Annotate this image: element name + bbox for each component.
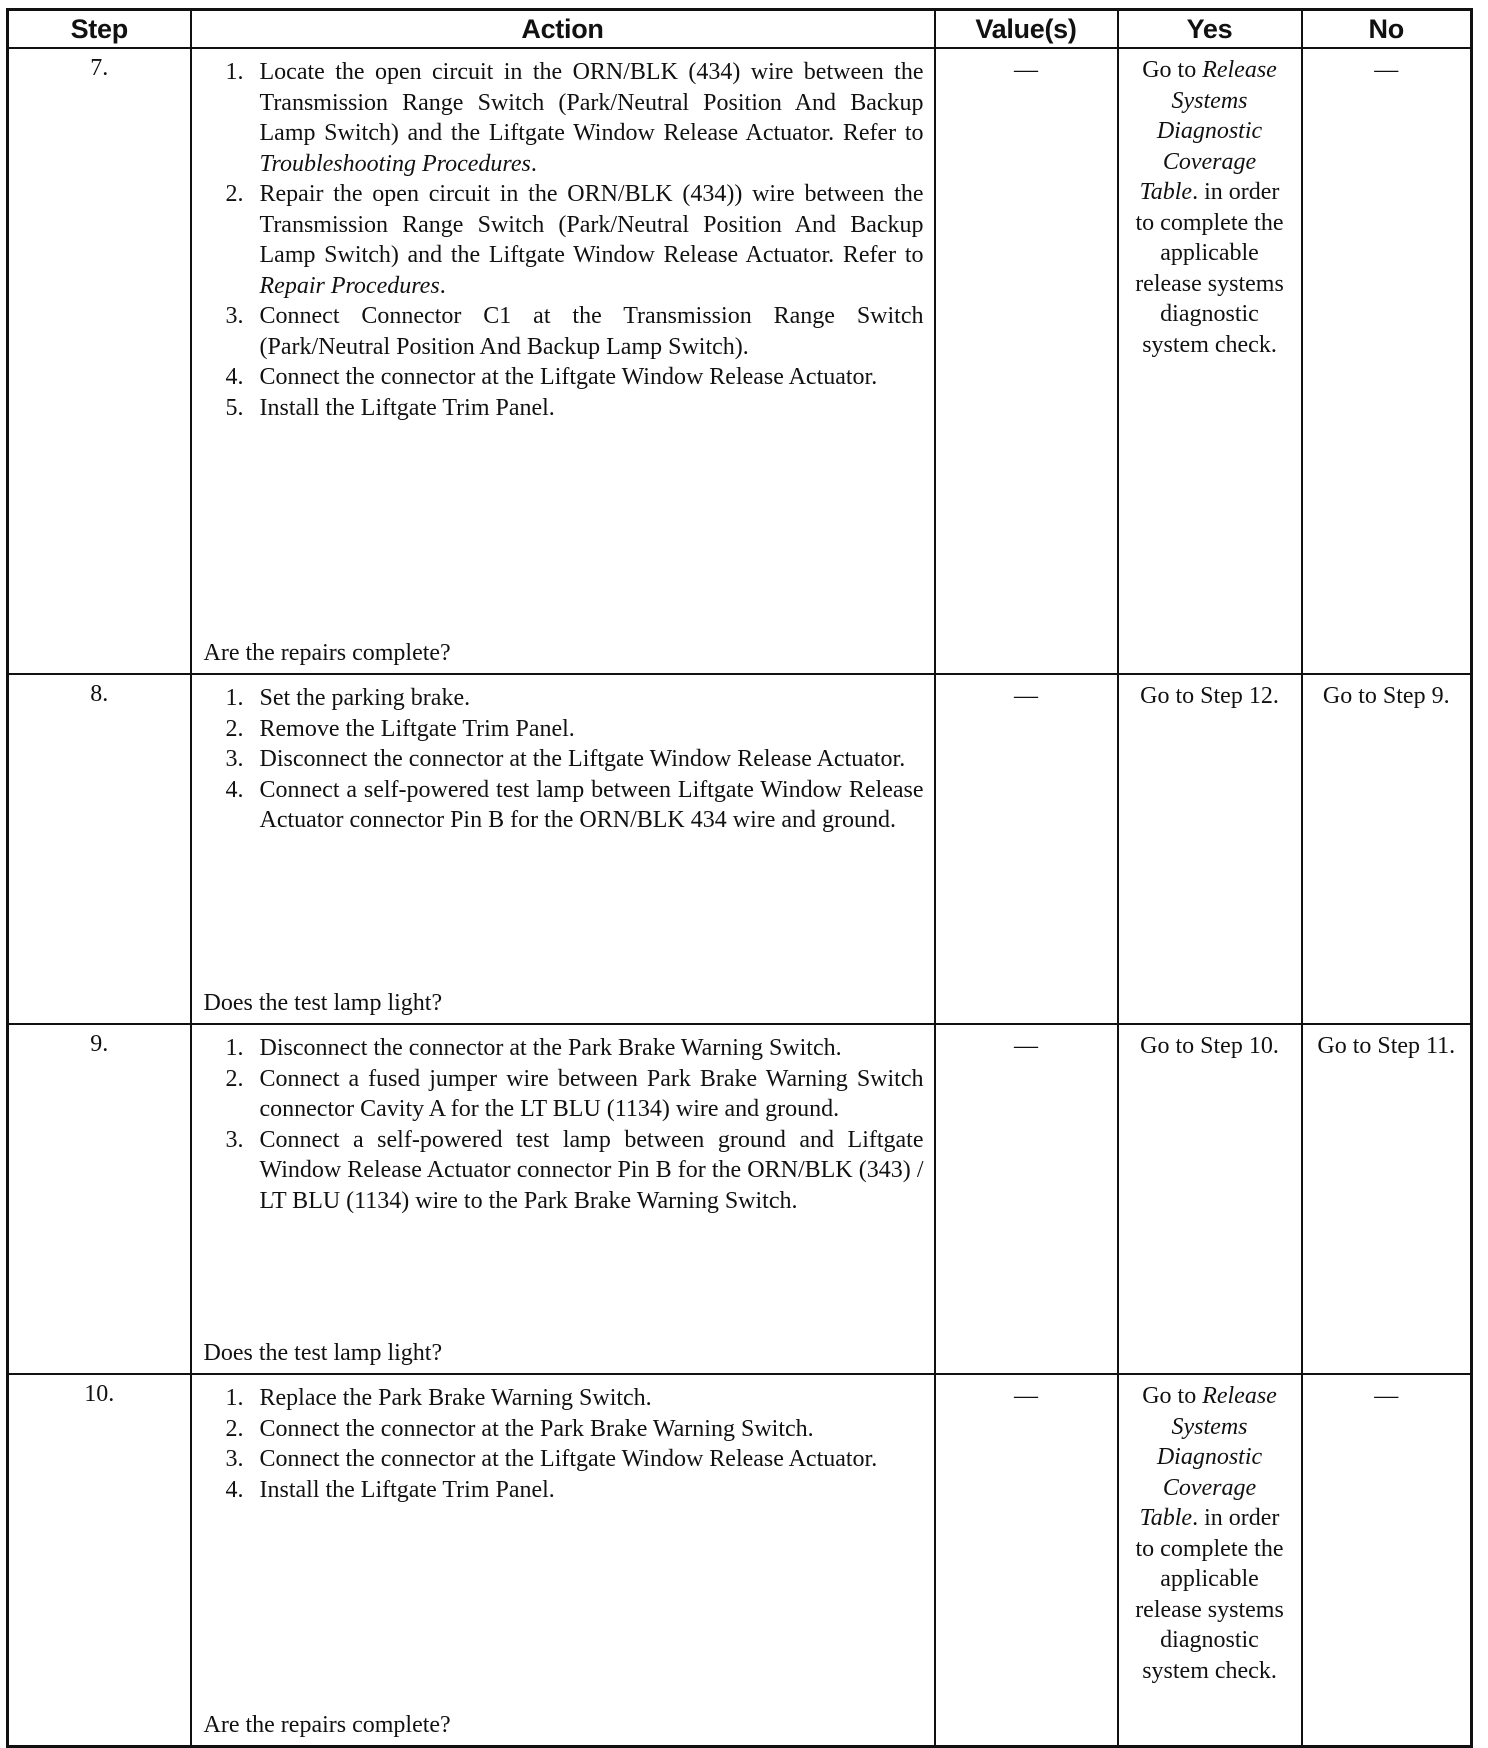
action-item-number: 2.: [225, 1065, 244, 1092]
action-text-part: Locate the open circuit in the ORN/BLK (434) wire between the Transmission Range Switch (Park/Neutral Position And Backup Lamp Switch) and the Liftgate Window Release Actuator. Refer to: [259, 59, 924, 146]
action-item-number: 4.: [225, 364, 244, 390]
action-text-part: Connect a self-powered test lamp between ground and Liftgate Window Release Actuator connector Pin B for the ORN/BLK (343) / LT BLU (1134) wire to the Park Brake Warning Switch.: [259, 1126, 924, 1214]
action-item-text: [260, 301, 924, 362]
action-item-text: [260, 683, 924, 714]
action-item-text: [260, 1064, 924, 1125]
action-list: [202, 1033, 924, 1216]
action-item: [226, 1064, 924, 1125]
action-item-number: 2.: [225, 715, 244, 742]
action-text-part: Connect the connector at the Liftgate Window Release Actuator.: [259, 364, 878, 390]
action-text-part: .: [530, 150, 537, 177]
action-text-part: Connect the connector at the Liftgate Window Release Actuator.: [259, 1446, 878, 1472]
action-text-part: Connect the connector at the Park Brake Warning Switch.: [259, 1415, 814, 1442]
action-cell: [191, 674, 935, 1024]
action-item: [226, 1125, 924, 1217]
action-item-number: 2.: [225, 181, 244, 207]
action-item-number: 2.: [225, 1415, 244, 1442]
action-item-number: 3.: [225, 303, 244, 329]
reference-link-text: Repair Procedures: [259, 272, 440, 299]
action-item-text: [260, 57, 924, 179]
action-list: [202, 1383, 924, 1505]
action-item-text: [260, 362, 924, 393]
action-cell: [191, 1024, 935, 1374]
no-cell: Go to Step 9.: [1302, 674, 1472, 1024]
step-number: 8.: [8, 674, 191, 1024]
action-item-text: [260, 1033, 924, 1064]
table-row: [8, 674, 1472, 1024]
table-row: [8, 48, 1472, 674]
header-step: Step: [8, 10, 191, 49]
yes-cell: [1118, 48, 1302, 674]
action-item-text: [260, 1125, 924, 1217]
reference-link-text: Release Systems Diagnostic Coverage Table: [1139, 57, 1277, 205]
action-item: [226, 1383, 924, 1414]
action-item-number: 3.: [225, 746, 244, 772]
step-number: 7.: [8, 48, 191, 674]
diagnostic-table: [6, 8, 1473, 1748]
action-item: [226, 393, 924, 424]
yes-text-part: Go to Step 12.: [1140, 683, 1279, 709]
action-cell: [191, 1374, 935, 1746]
action-item: [226, 1414, 924, 1445]
action-text-part: Repair the open circuit in the ORN/BLK (434)) wire between the Transmission Range Switch (Park/Neutral Position And Backup Lamp Switch) and the Liftgate Window Release Actuator. Refer to: [259, 181, 924, 268]
step-number: 9.: [8, 1024, 191, 1374]
value-cell: —: [935, 1024, 1118, 1374]
action-item-text: [260, 1475, 924, 1506]
action-item: [226, 714, 924, 745]
action-item-number: 5.: [225, 394, 244, 421]
reference-link-text: Troubleshooting Procedures: [259, 150, 531, 177]
action-text-part: Connect Connector C1 at the Transmission Range Switch (Park/Neutral Position And Backup Lamp Switch).: [259, 303, 924, 360]
yes-text: [1135, 681, 1285, 712]
yes-text-part: Go to: [1142, 1383, 1203, 1409]
action-text-part: Disconnect the connector at the Liftgate Window Release Actuator.: [259, 746, 906, 772]
action-item-number: 4.: [225, 1476, 244, 1503]
action-item-number: 1.: [225, 1385, 244, 1411]
action-text-part: Replace the Park Brake Warning Switch.: [259, 1385, 652, 1411]
action-item: [226, 179, 924, 301]
action-item: [226, 301, 924, 362]
action-text-part: Connect a self-powered test lamp between Liftgate Window Release Actuator connector Pin B for the ORN/BLK 434 wire and ground.: [259, 776, 924, 833]
action-item-number: 3.: [225, 1126, 244, 1153]
action-cell: [191, 48, 935, 674]
action-item-number: 1.: [225, 1035, 244, 1061]
action-text-part: Remove the Liftgate Trim Panel.: [259, 715, 575, 742]
step-number: 10.: [8, 1374, 191, 1746]
table-header-row: [8, 10, 1472, 49]
yes-text: [1135, 55, 1285, 360]
action-item: [226, 57, 924, 179]
action-item-text: [260, 744, 924, 775]
action-list: [202, 57, 924, 423]
action-item-text: [260, 1444, 924, 1475]
no-cell: —: [1302, 48, 1472, 674]
header-yes: Yes: [1118, 10, 1302, 49]
table-row: [8, 1374, 1472, 1746]
question-text: Are the repairs complete?: [203, 1711, 451, 1738]
no-cell: Go to Step 11.: [1302, 1024, 1472, 1374]
action-item-number: 1.: [225, 59, 244, 85]
action-text-part: Set the parking brake.: [259, 685, 471, 711]
action-item: [226, 1475, 924, 1506]
yes-cell: [1118, 1024, 1302, 1374]
action-list: [202, 683, 924, 836]
question-text: Does the test lamp light?: [203, 1340, 443, 1366]
action-item: [226, 1444, 924, 1475]
table-row: [8, 1024, 1472, 1374]
action-item-number: 1.: [225, 685, 244, 711]
yes-text: [1135, 1381, 1285, 1686]
action-item-number: 3.: [225, 1446, 244, 1472]
question-text: Does the test lamp light?: [203, 990, 443, 1016]
header-values: Value(s): [935, 10, 1118, 49]
action-text-part: Connect a fused jumper wire between Park Brake Warning Switch connector Cavity A for the LT BLU (1134) wire and ground.: [259, 1065, 924, 1122]
action-item-text: [260, 1414, 924, 1445]
action-item: [226, 744, 924, 775]
action-item-text: [260, 179, 924, 301]
action-text-part: Install the Liftgate Trim Panel.: [259, 394, 555, 421]
yes-text: [1135, 1031, 1285, 1062]
value-cell: —: [935, 1374, 1118, 1746]
yes-text-part: . in order to complete the applicable release systems diagnostic system check.: [1135, 1505, 1284, 1684]
yes-text-part: . in order to complete the applicable release systems diagnostic system check.: [1135, 179, 1284, 358]
action-item: [226, 362, 924, 393]
no-cell: —: [1302, 1374, 1472, 1746]
yes-text-part: Go to: [1142, 57, 1203, 83]
action-item: [226, 1033, 924, 1064]
header-action: Action: [191, 10, 935, 49]
value-cell: —: [935, 48, 1118, 674]
header-no: No: [1302, 10, 1472, 49]
action-item-text: [260, 393, 924, 424]
action-item: [226, 775, 924, 836]
action-text-part: .: [439, 272, 446, 299]
yes-text-part: Go to Step 10.: [1140, 1033, 1279, 1059]
action-text-part: Install the Liftgate Trim Panel.: [259, 1476, 555, 1503]
action-item-text: [260, 775, 924, 836]
yes-cell: [1118, 1374, 1302, 1746]
reference-link-text: Release Systems Diagnostic Coverage Table: [1139, 1383, 1277, 1531]
action-item-text: [260, 1383, 924, 1414]
action-item-number: 4.: [225, 776, 244, 803]
question-text: Are the repairs complete?: [203, 640, 451, 666]
action-item-text: [260, 714, 924, 745]
action-text-part: Disconnect the connector at the Park Brake Warning Switch.: [259, 1035, 842, 1061]
action-item: [226, 683, 924, 714]
value-cell: —: [935, 674, 1118, 1024]
yes-cell: [1118, 674, 1302, 1024]
